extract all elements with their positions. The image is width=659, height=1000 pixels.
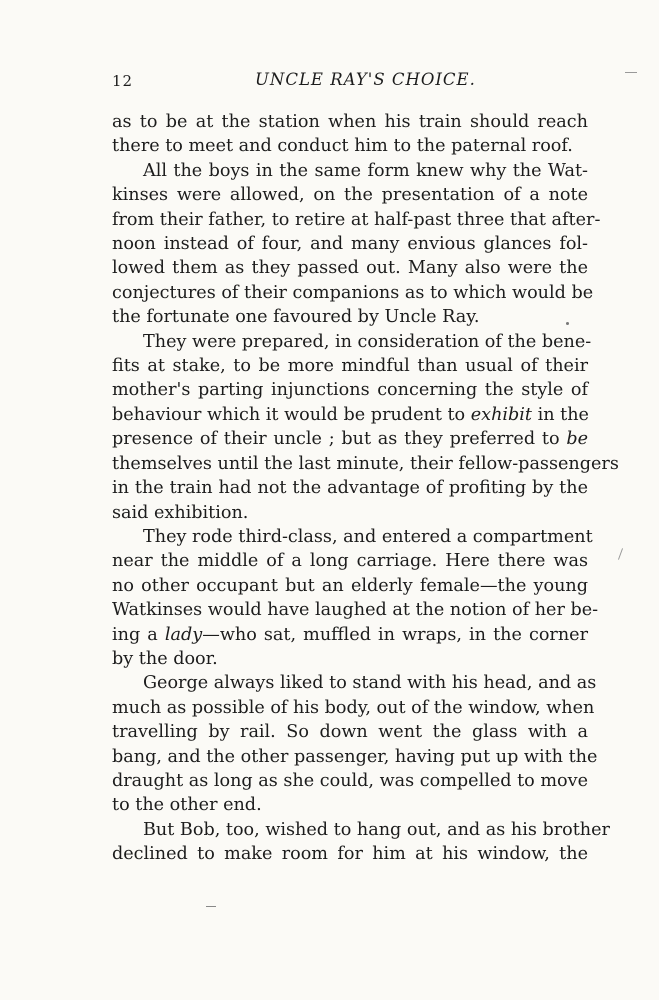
text-line: much as possible of his body, out of the window, when xyxy=(112,697,595,718)
paragraph-1 xyxy=(112,110,588,159)
paragraph-3 xyxy=(112,330,619,525)
text-line: said exhibition. xyxy=(112,502,249,523)
text-segment: presence of their uncle ; but as they preferred to xyxy=(112,429,567,450)
print-speck xyxy=(618,548,623,560)
text-line-with-italic xyxy=(112,623,588,647)
text-line: in the train had not the advantage of profiting by the xyxy=(112,478,588,499)
text-line: George always liked to stand with his head, and as xyxy=(143,673,597,694)
print-speck xyxy=(566,322,569,325)
running-title: UNCLE RAY'S CHOICE. xyxy=(255,70,476,89)
text-line: there to meet and conduct him to the paternal roof. xyxy=(112,136,573,157)
text-line-with-italic xyxy=(112,427,588,451)
text-segment: in the xyxy=(532,404,589,425)
print-speck xyxy=(625,72,637,73)
text-line: to the other end. xyxy=(112,795,262,816)
text-line: lowed them as they passed out. Many also were the xyxy=(112,258,588,279)
paragraph-2 xyxy=(112,159,601,330)
text-line: themselves until the last minute, their fellow-passengers xyxy=(112,453,619,474)
text-line: near the middle of a long carriage. Here there was xyxy=(112,551,588,572)
text-line: travelling by rail. So down went the glass with a xyxy=(112,722,588,743)
text-line: mother's parting injunctions concerning the style of xyxy=(112,380,588,401)
italic-word: be xyxy=(566,429,588,450)
text-line: by the door. xyxy=(112,648,218,669)
text-line: But Bob, too, wished to hang out, and as his brother xyxy=(143,819,610,840)
paragraph-4 xyxy=(112,525,599,671)
text-line: draught as long as she could, was compelled to move xyxy=(112,770,588,791)
page-number: 12 xyxy=(112,72,134,90)
print-speck xyxy=(206,906,216,907)
text-line: Watkinses would have laughed at the notion of her be- xyxy=(112,600,599,621)
text-line: kinses were allowed, on the presentation of a note xyxy=(112,185,588,206)
text-line-with-italic xyxy=(112,403,588,427)
text-line: They rode third-class, and entered a compartment xyxy=(143,526,593,547)
italic-word: lady xyxy=(164,624,203,645)
text-line: as to be at the station when his train should reach xyxy=(112,112,588,132)
text-line: All the boys in the same form knew why the Wat- xyxy=(143,160,588,181)
text-line: fits at stake, to be more mindful than usual of their xyxy=(112,356,588,377)
italic-word: exhibit xyxy=(470,404,532,425)
text-line: They were prepared, in consideration of the bene- xyxy=(143,331,592,352)
text-line: conjectures of their companions as to which would be xyxy=(112,282,594,303)
text-segment: —who sat, muffled in wraps, in the corner xyxy=(202,624,588,645)
text-line: from their father, to retire at half-past three that after- xyxy=(112,209,601,230)
text-line: noon instead of four, and many envious glances fol- xyxy=(112,234,588,255)
paragraph-6 xyxy=(112,818,610,867)
text-line: the fortunate one favoured by Uncle Ray. xyxy=(112,307,480,328)
text-segment: ing a xyxy=(112,624,165,645)
body-text xyxy=(112,110,619,867)
running-head xyxy=(112,70,588,94)
text-segment: behaviour which it would be prudent to xyxy=(112,404,471,425)
text-line: no other occupant but an elderly female—the young xyxy=(112,575,588,596)
paragraph-5 xyxy=(112,671,598,817)
text-line: bang, and the other passenger, having put up with the xyxy=(112,746,598,767)
text-line: declined to make room for him at his window, the xyxy=(112,844,588,865)
